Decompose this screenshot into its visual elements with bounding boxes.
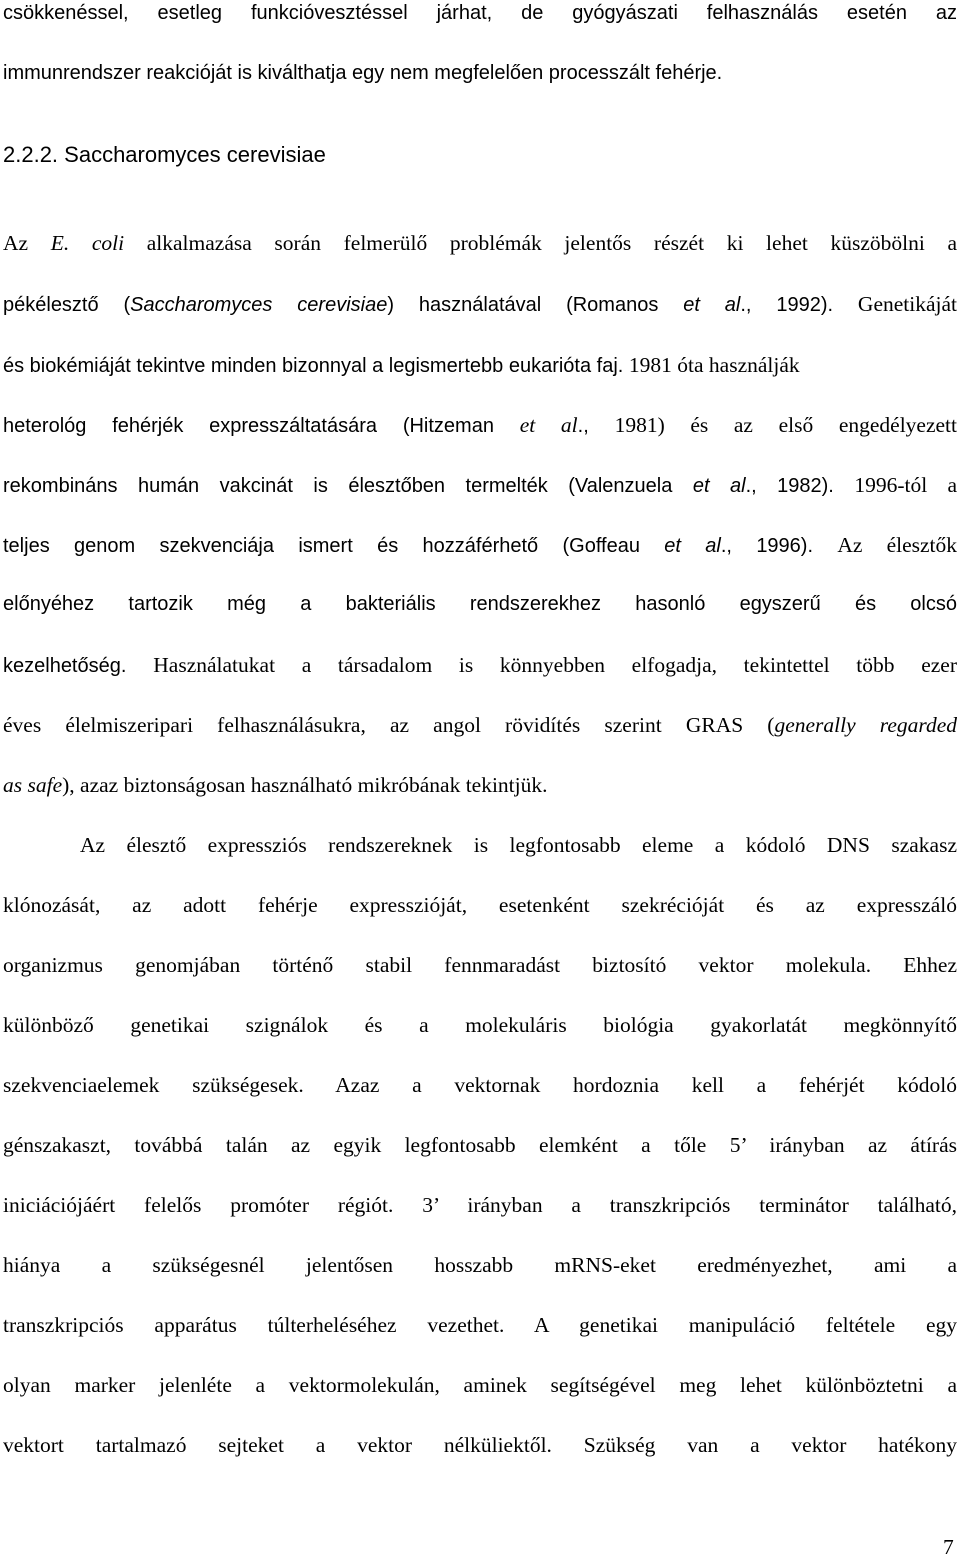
paragraph-line: szekvenciaelemek szükségesek. Azaz a vektornak hordoznia kell a fehérjét kódoló [3, 1073, 957, 1097]
page-number: 7 [943, 1535, 954, 1559]
paragraph-line: teljes genom szekvenciája ismert és hozzáférhető (Goffeau et al., 1996). Az élesztők [3, 533, 958, 557]
paragraph-line: hiánya a szükségesnél jelentősen hosszabb mRNS-eket eredményezhet, ami a [3, 1253, 957, 1277]
paragraph-line: rekombináns humán vakcinát is élesztőben termelték (Valenzuela et al., 1982). 1996-tól a [3, 473, 957, 497]
paragraph-line: transzkripciós apparátus túlterheléséhez vezethet. A genetikai manipuláció feltétele egy [3, 1313, 957, 1337]
paragraph-line: Az élesztő expressziós rendszereknek is legfontosabb eleme a kódoló DNS szakasz [80, 833, 957, 857]
paragraph-line: as safe), azaz biztonságosan használható mikróbának tekintjük. [3, 773, 548, 797]
paragraph-line: Az E. coli alkalmazása során felmerülő problémák jelentős részét ki lehet küszöbölni a [3, 231, 957, 255]
paragraph-line: organizmus genomjában történő stabil fennmaradást biztosító vektor molekula. Ehhez [3, 953, 957, 977]
paragraph-line: és biokémiáját tekintve minden bizonnyal a legismertebb eukarióta faj. 1981 óta használják [3, 353, 800, 377]
paragraph-line: klónozását, az adott fehérje expresszióját, esetenként szekrécióját és az expresszáló [3, 893, 957, 917]
paragraph-line: vektort tartalmazó sejteket a vektor nélküliektől. Szükség van a vektor hatékony [3, 1433, 957, 1457]
paragraph-line: pékélesztő (Saccharomyces cerevisiae) használatával (Romanos et al., 1992). Genetikáját [3, 292, 958, 316]
paragraph-line: csökkenéssel, esetleg funkcióvesztéssel járhat, de gyógyászati felhasználás esetén az [3, 2, 957, 24]
paragraph-line: olyan marker jelenléte a vektormolekulán, aminek segítségével meg lehet különböztetni a [3, 1373, 957, 1397]
section-heading: 2.2.2. Saccharomyces cerevisiae [3, 142, 326, 167]
paragraph-line: éves élelmiszeripari felhasználásukra, az angol rövidítés szerint GRAS (generally regarded [3, 713, 958, 737]
paragraph-line: kezelhetőség. Használatukat a társadalom is könnyebben elfogadja, tekintettel több ezer [3, 653, 957, 677]
paragraph-line: heterológ fehérjék expresszáltatására (Hitzeman et al., 1981) és az első engedélyezett [3, 413, 958, 437]
paragraph-line: különböző genetikai szignálok és a molekuláris biológia gyakorlatát megkönnyítő [3, 1013, 957, 1037]
paragraph-line: előnyéhez tartozik még a bakteriális rendszerekhez hasonló egyszerű és olcsó [3, 593, 957, 615]
paragraph-line: iniciációjáért felelős promóter régiót. 3’ irányban a transzkripciós terminátor található, [3, 1193, 957, 1217]
paragraph-line: génszakaszt, továbbá talán az egyik legfontosabb elemként a tőle 5’ irányban az átírás [3, 1133, 957, 1157]
paragraph-line: immunrendszer reakcióját is kiválthatja egy nem megfelelően processzált fehérje. [3, 62, 723, 84]
